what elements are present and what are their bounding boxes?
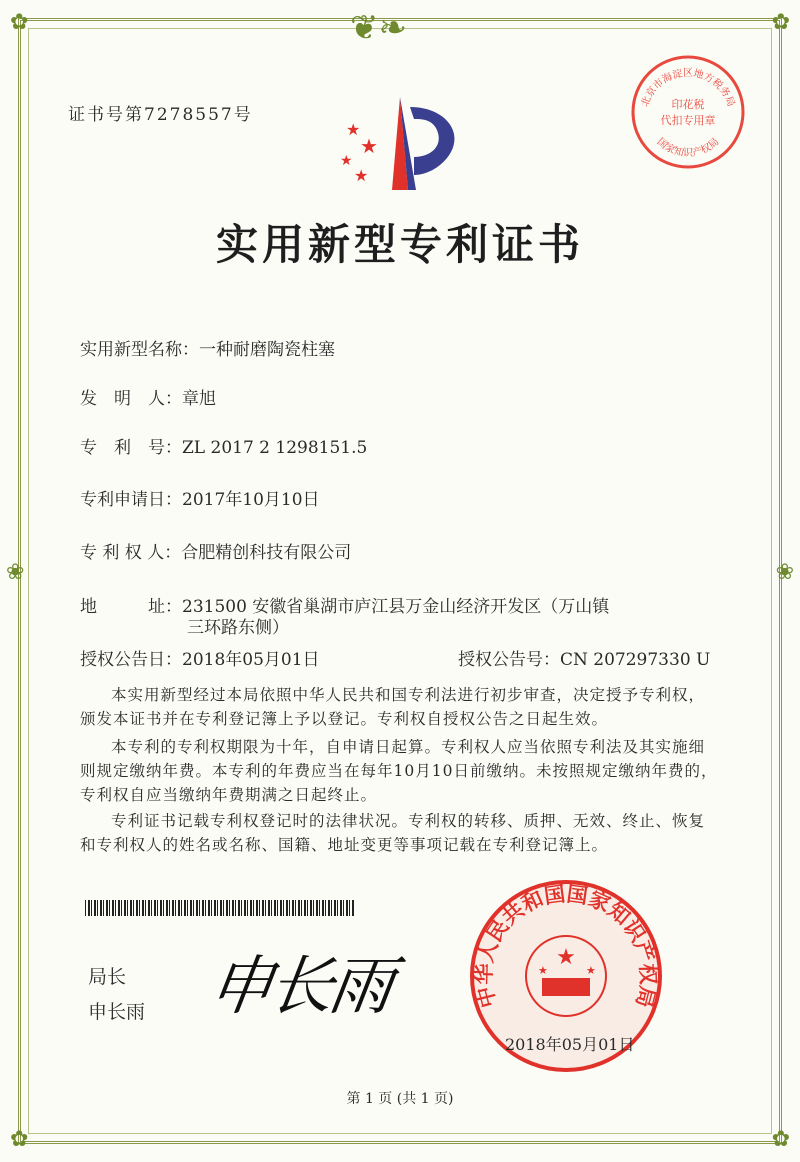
seal-date: 2018年05月01日 bbox=[505, 1035, 635, 1054]
svg-text:国家知识产权局 bbox=[655, 136, 722, 159]
field-label: 发 明 人： bbox=[80, 389, 182, 409]
field-value: CN 207297330 U bbox=[560, 650, 711, 670]
tax-stamp-line1: 印花税 bbox=[671, 98, 705, 111]
top-ornament-icon: ❦❧ bbox=[350, 8, 407, 48]
tax-stamp-bottom-text: 国家知识产权局 bbox=[654, 136, 722, 160]
field-value: 章旭 bbox=[182, 389, 216, 409]
corner-ornament-icon: ✿ bbox=[771, 1127, 790, 1152]
field-patent-number bbox=[80, 433, 367, 458]
svg-text:★: ★ bbox=[354, 166, 369, 185]
field-grant-number bbox=[458, 645, 710, 670]
field-filing-date bbox=[80, 485, 320, 510]
field-label: 实用新型名称： bbox=[80, 340, 199, 360]
barcode bbox=[85, 900, 355, 916]
field-value: ZL 2017 2 1298151.5 bbox=[182, 438, 368, 458]
svg-text:★: ★ bbox=[346, 120, 361, 139]
field-label: 专 利 权 人： bbox=[80, 543, 182, 563]
left-ornament-icon: ❀ bbox=[6, 560, 25, 585]
right-ornament-icon: ❀ bbox=[775, 560, 794, 585]
field-label: 授权公告号： bbox=[458, 650, 560, 670]
field-label: 地 址： bbox=[80, 597, 182, 617]
field-label: 授权公告日： bbox=[80, 650, 182, 670]
corner-ornament-icon: ✿ bbox=[771, 10, 790, 35]
field-address-line2: 三环路东侧） bbox=[187, 618, 289, 638]
svg-text:★: ★ bbox=[340, 153, 353, 169]
svg-text:★: ★ bbox=[360, 134, 378, 158]
page-footer: 第 1 页 (共 1 页) bbox=[346, 1091, 454, 1107]
paragraph-grant: 本实用新型经过本局依照中华人民共和国专利法进行初步审查，决定授予专利权，颁发本证书并在专利登记簿上予以登记。专利权自授权公告之日起生效。 bbox=[80, 686, 706, 728]
field-patentee bbox=[80, 538, 351, 563]
field-grant-date bbox=[80, 645, 320, 670]
certificate-number: 证书号第7278557号 bbox=[68, 105, 253, 125]
paragraph-legal-status: 专利证书记载专利权登记时的法律状况。专利权的转移、质押、无效、终止、恢复和专利权人的姓名或名称、国籍、地址变更等事项记载在专利登记簿上。 bbox=[80, 812, 706, 854]
field-value: 231500 安徽省巢湖市庐江县万金山经济开发区（万山镇 bbox=[182, 597, 610, 617]
svg-text:★: ★ bbox=[556, 945, 576, 970]
seal-ring-text: 中华人民共和国国家知识产权局 bbox=[470, 880, 662, 1011]
tax-stamp bbox=[628, 52, 748, 172]
field-value: 2017年10月10日 bbox=[182, 490, 320, 510]
tax-stamp-line2: 代扣专用章 bbox=[660, 114, 716, 127]
svg-text:★: ★ bbox=[586, 964, 596, 977]
corner-ornament-icon: ✿ bbox=[10, 1127, 29, 1152]
field-address bbox=[80, 592, 609, 617]
certificate-title: 实用新型专利证书 bbox=[215, 220, 584, 269]
tax-stamp-ring-text: 北京市海淀区地方税务局 bbox=[639, 68, 737, 109]
field-inventor bbox=[80, 384, 216, 409]
corner-ornament-icon: ✿ bbox=[10, 10, 29, 35]
field-value: 合肥精创科技有限公司 bbox=[181, 543, 352, 563]
field-label: 专利申请日： bbox=[80, 490, 182, 510]
field-label: 专 利 号： bbox=[80, 438, 182, 458]
svg-text:★: ★ bbox=[538, 964, 548, 977]
director-signature: 申长雨 bbox=[203, 950, 395, 1024]
director-name: 申长雨 bbox=[88, 1001, 146, 1023]
patent-office-logo-icon bbox=[330, 95, 470, 195]
field-name bbox=[80, 335, 335, 360]
field-value: 一种耐磨陶瓷柱塞 bbox=[199, 340, 335, 360]
paragraph-term: 本专利的专利权期限为十年，自申请日起算。专利权人应当依照专利法及其实施细则规定缴纳年费。本专利的年费应当在每年10月10日前缴纳。未按照规定缴纳年费的，专利权自应当缴纳年费期满之日起终止。 bbox=[80, 738, 718, 804]
field-value: 2018年05月01日 bbox=[182, 650, 320, 670]
director-title: 局长 bbox=[88, 966, 127, 988]
